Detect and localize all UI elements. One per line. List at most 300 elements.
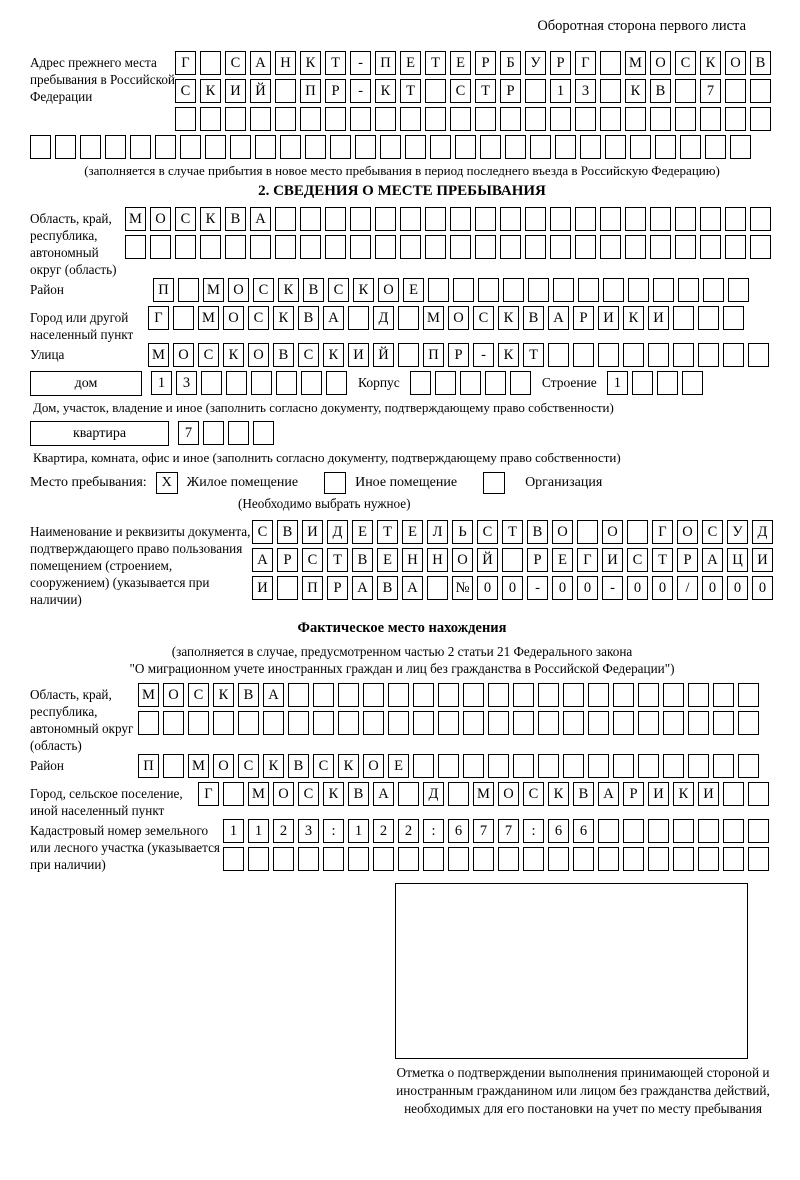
char-cell: П xyxy=(300,79,321,103)
char-cell: С xyxy=(298,782,319,806)
char-cell: М xyxy=(625,51,646,75)
char-cell xyxy=(363,683,384,707)
char-cell xyxy=(438,711,459,735)
char-cell: А xyxy=(548,306,569,330)
char-cell xyxy=(530,135,551,159)
char-cell xyxy=(175,107,196,131)
char-cell xyxy=(250,107,271,131)
char-cell: К xyxy=(353,278,374,302)
char-cell: К xyxy=(625,79,646,103)
char-cell xyxy=(700,235,721,259)
actual-location-title: Фактическое место нахождения xyxy=(297,620,507,636)
char-cell: К xyxy=(200,207,221,231)
char-cell xyxy=(598,847,619,871)
char-cell-row xyxy=(138,754,763,778)
char-cell xyxy=(323,847,344,871)
char-cell xyxy=(505,135,526,159)
option-residential-label: Жилое помещение xyxy=(186,475,299,490)
char-cell: А xyxy=(263,683,284,707)
cadastre-label: Кадастровый номер земельного или лесного участка (указывается при наличии) xyxy=(30,823,221,872)
char-cell: Л xyxy=(427,520,448,544)
char-cell: 1 xyxy=(248,819,269,843)
char-cell: П xyxy=(302,576,323,600)
char-cell xyxy=(738,711,759,735)
char-cell xyxy=(450,235,471,259)
char-cell: С xyxy=(477,520,498,544)
char-cell xyxy=(475,107,496,131)
char-cell xyxy=(301,371,322,395)
char-cell: 1 xyxy=(348,819,369,843)
char-cell xyxy=(503,278,524,302)
char-cell xyxy=(425,79,446,103)
region-rows xyxy=(125,207,775,263)
stay-type-row xyxy=(30,472,774,494)
char-cell: Т xyxy=(327,548,348,572)
stroenie-label: Строение xyxy=(541,375,597,390)
char-cell xyxy=(573,343,594,367)
char-cell xyxy=(276,371,297,395)
char-cell: О xyxy=(248,343,269,367)
house-row xyxy=(30,371,774,399)
actual-region-label: Область, край, республика, автономный округ (область) xyxy=(30,687,134,753)
char-cell xyxy=(423,847,444,871)
char-cell: К xyxy=(200,79,221,103)
char-cell xyxy=(680,135,701,159)
char-cell: М xyxy=(423,306,444,330)
char-cell xyxy=(675,79,696,103)
char-cell xyxy=(638,711,659,735)
char-cell xyxy=(375,207,396,231)
char-cell xyxy=(605,135,626,159)
char-cell xyxy=(513,683,534,707)
char-cell xyxy=(455,135,476,159)
char-cell xyxy=(330,135,351,159)
char-cell-row xyxy=(175,79,775,103)
char-cell xyxy=(163,711,184,735)
char-cell xyxy=(723,819,744,843)
char-cell xyxy=(688,683,709,707)
char-cell: О xyxy=(163,683,184,707)
char-cell: К xyxy=(323,782,344,806)
char-cell xyxy=(55,135,76,159)
char-cell xyxy=(450,107,471,131)
char-cell xyxy=(705,135,726,159)
char-cell: И xyxy=(698,782,719,806)
char-cell: Р xyxy=(448,343,469,367)
char-cell xyxy=(555,135,576,159)
char-cell: О xyxy=(378,278,399,302)
char-cell xyxy=(525,207,546,231)
char-cell xyxy=(713,711,734,735)
char-cell xyxy=(563,711,584,735)
char-cell xyxy=(105,135,126,159)
char-cell: С xyxy=(627,548,648,572)
char-cell-row xyxy=(223,819,773,843)
option-organization-label: Организация xyxy=(525,475,603,490)
char-cell: 0 xyxy=(627,576,648,600)
char-cell xyxy=(428,278,449,302)
char-cell xyxy=(435,371,456,395)
char-cell: А xyxy=(373,782,394,806)
char-cell xyxy=(228,421,249,445)
char-cell: К xyxy=(273,306,294,330)
char-cell: Н xyxy=(427,548,448,572)
page-side-note: Оборотная сторона первого листа xyxy=(537,18,746,34)
char-cell xyxy=(600,79,621,103)
char-cell xyxy=(213,711,234,735)
char-cell xyxy=(675,207,696,231)
char-cell: К xyxy=(323,343,344,367)
char-cell xyxy=(173,306,194,330)
char-cell: Г xyxy=(148,306,169,330)
char-cell: К xyxy=(338,754,359,778)
char-cell xyxy=(200,235,221,259)
char-cell: Е xyxy=(377,548,398,572)
char-cell xyxy=(632,371,653,395)
stamp-area xyxy=(395,883,748,1059)
char-cell: Й xyxy=(250,79,271,103)
char-cell xyxy=(525,235,546,259)
char-cell xyxy=(326,371,347,395)
char-cell: Р xyxy=(677,548,698,572)
char-cell: А xyxy=(598,782,619,806)
char-cell: 1 xyxy=(607,371,628,395)
char-cell xyxy=(550,207,571,231)
char-cell xyxy=(625,207,646,231)
char-cell xyxy=(430,135,451,159)
char-cell: С xyxy=(313,754,334,778)
char-cell xyxy=(548,847,569,871)
field-actual-region xyxy=(30,683,774,754)
char-cell xyxy=(305,135,326,159)
char-cell: Т xyxy=(425,51,446,75)
char-cell xyxy=(275,235,296,259)
char-cell xyxy=(225,235,246,259)
char-cell: 0 xyxy=(577,576,598,600)
char-cell: С xyxy=(702,520,723,544)
char-cell xyxy=(613,711,634,735)
char-cell xyxy=(598,343,619,367)
char-cell xyxy=(500,107,521,131)
stamp-caption: Отметка о подтверждении выполнения принимающей стороной и иностранным гражданином или лицом без гражданства действий, необходимых для его постановки на учет по месту пребывания xyxy=(396,1065,770,1116)
char-cell xyxy=(700,107,721,131)
actual-district-label: Район xyxy=(30,758,64,773)
char-cell xyxy=(698,306,719,330)
char-cell xyxy=(598,819,619,843)
char-cell xyxy=(438,754,459,778)
char-cell: 3 xyxy=(176,371,197,395)
char-cell xyxy=(653,278,674,302)
char-cell xyxy=(463,711,484,735)
char-cell: А xyxy=(250,51,271,75)
char-cell: 2 xyxy=(398,819,419,843)
char-cell: М xyxy=(203,278,224,302)
char-cell: 0 xyxy=(502,576,523,600)
char-cell xyxy=(713,754,734,778)
char-cell: Н xyxy=(275,51,296,75)
char-cell: 0 xyxy=(752,576,773,600)
char-cell xyxy=(288,683,309,707)
char-cell: Б xyxy=(500,51,521,75)
char-cell xyxy=(350,107,371,131)
char-cell xyxy=(725,107,746,131)
char-cell: П xyxy=(153,278,174,302)
char-cell xyxy=(225,107,246,131)
char-cell xyxy=(625,235,646,259)
char-cell-row xyxy=(178,421,278,445)
char-cell: А xyxy=(352,576,373,600)
char-cell xyxy=(750,235,771,259)
cadastre-rows xyxy=(223,819,773,875)
char-cell xyxy=(528,278,549,302)
char-cell xyxy=(348,306,369,330)
char-cell: К xyxy=(375,79,396,103)
char-cell: С xyxy=(238,754,259,778)
char-cell xyxy=(550,107,571,131)
char-cell: Е xyxy=(402,520,423,544)
char-cell: О xyxy=(273,782,294,806)
char-cell xyxy=(648,819,669,843)
char-cell xyxy=(300,207,321,231)
char-cell: С xyxy=(225,51,246,75)
char-cell: О xyxy=(498,782,519,806)
char-cell xyxy=(638,754,659,778)
char-cell xyxy=(478,278,499,302)
char-cell: О xyxy=(677,520,698,544)
char-cell xyxy=(300,107,321,131)
char-cell: А xyxy=(252,548,273,572)
char-cell: У xyxy=(525,51,546,75)
char-cell xyxy=(363,711,384,735)
char-cell: Р xyxy=(475,51,496,75)
char-cell xyxy=(673,343,694,367)
char-cell xyxy=(510,371,531,395)
char-cell xyxy=(425,235,446,259)
char-cell xyxy=(563,683,584,707)
char-cell xyxy=(273,847,294,871)
char-cell xyxy=(427,576,448,600)
char-cell xyxy=(655,135,676,159)
char-cell: Д xyxy=(327,520,348,544)
char-cell: С xyxy=(328,278,349,302)
char-cell: М xyxy=(188,754,209,778)
char-cell: Ь xyxy=(452,520,473,544)
char-cell: Р xyxy=(500,79,521,103)
char-cell: В xyxy=(352,548,373,572)
char-cell xyxy=(223,782,244,806)
char-cell xyxy=(200,51,221,75)
char-cell xyxy=(538,711,559,735)
char-cell: О xyxy=(363,754,384,778)
char-cell: - xyxy=(602,576,623,600)
char-cell: Т xyxy=(475,79,496,103)
char-cell: Д xyxy=(752,520,773,544)
char-cell: Р xyxy=(327,576,348,600)
char-cell xyxy=(600,107,621,131)
char-cell-row xyxy=(138,683,763,707)
char-cell xyxy=(548,343,569,367)
char-cell xyxy=(263,711,284,735)
char-cell xyxy=(750,207,771,231)
char-cell: И xyxy=(648,306,669,330)
char-cell xyxy=(180,135,201,159)
char-cell: К xyxy=(548,782,569,806)
char-cell xyxy=(538,754,559,778)
char-cell xyxy=(623,819,644,843)
char-cell xyxy=(725,207,746,231)
char-cell xyxy=(163,754,184,778)
char-cell xyxy=(175,235,196,259)
char-cell xyxy=(748,343,769,367)
char-cell xyxy=(675,107,696,131)
char-cell xyxy=(188,711,209,735)
char-cell xyxy=(398,782,419,806)
prev-address-label: Адрес прежнего места пребывания в Российской Федерации xyxy=(30,55,175,104)
char-cell: О xyxy=(552,520,573,544)
char-cell: 1 xyxy=(151,371,172,395)
char-cell-row xyxy=(607,371,707,395)
char-cell: Д xyxy=(423,782,444,806)
document-rows xyxy=(252,520,777,604)
char-cell xyxy=(425,207,446,231)
char-cell xyxy=(625,107,646,131)
char-cell: Ц xyxy=(727,548,748,572)
char-cell xyxy=(226,371,247,395)
char-cell xyxy=(682,371,703,395)
char-cell xyxy=(250,235,271,259)
char-cell: 1 xyxy=(223,819,244,843)
char-cell xyxy=(275,207,296,231)
char-cell xyxy=(448,847,469,871)
char-cell xyxy=(663,711,684,735)
char-cell xyxy=(728,278,749,302)
char-cell xyxy=(488,711,509,735)
char-cell xyxy=(400,235,421,259)
char-cell-row xyxy=(148,306,748,330)
district-label: Район xyxy=(30,282,64,297)
field-district xyxy=(30,278,774,306)
field-region xyxy=(30,207,774,278)
char-cell xyxy=(313,683,334,707)
field-street xyxy=(30,343,774,371)
char-cell: В xyxy=(225,207,246,231)
char-cell: - xyxy=(350,79,371,103)
char-cell xyxy=(725,79,746,103)
char-cell xyxy=(438,683,459,707)
char-cell xyxy=(205,135,226,159)
char-cell xyxy=(350,235,371,259)
char-cell xyxy=(525,107,546,131)
char-cell xyxy=(513,711,534,735)
char-cell: Р xyxy=(277,548,298,572)
char-cell xyxy=(463,683,484,707)
char-cell xyxy=(463,754,484,778)
stay-type-label: Место пребывания: xyxy=(30,475,147,490)
char-cell: М xyxy=(248,782,269,806)
char-cell xyxy=(663,683,684,707)
char-cell xyxy=(575,107,596,131)
char-cell-row xyxy=(151,371,351,395)
char-cell xyxy=(248,847,269,871)
option-other-premises-label: Иное помещение xyxy=(355,475,458,490)
char-cell: К xyxy=(300,51,321,75)
actual-location-note1: (заполняется в случае, предусмотренном частью 2 статьи 21 Федерального закона xyxy=(171,644,633,659)
char-cell xyxy=(485,371,506,395)
char-cell: С xyxy=(175,79,196,103)
char-cell xyxy=(723,343,744,367)
char-cell: / xyxy=(677,576,698,600)
char-cell: 0 xyxy=(652,576,673,600)
char-cell xyxy=(613,754,634,778)
char-cell: Г xyxy=(198,782,219,806)
checkbox-residential: X xyxy=(156,472,178,494)
char-cell: М xyxy=(198,306,219,330)
char-cell: О xyxy=(452,548,473,572)
char-cell xyxy=(600,207,621,231)
char-cell xyxy=(588,754,609,778)
char-cell xyxy=(750,79,771,103)
char-cell: К xyxy=(278,278,299,302)
char-cell xyxy=(473,847,494,871)
char-cell xyxy=(375,107,396,131)
char-cell-row xyxy=(223,847,773,871)
char-cell xyxy=(588,683,609,707)
char-cell: Е xyxy=(400,51,421,75)
char-cell xyxy=(538,683,559,707)
char-cell: С xyxy=(675,51,696,75)
char-cell xyxy=(223,847,244,871)
char-cell: Й xyxy=(477,548,498,572)
char-cell xyxy=(723,306,744,330)
char-cell: Е xyxy=(403,278,424,302)
char-cell xyxy=(573,847,594,871)
char-cell: И xyxy=(602,548,623,572)
char-cell: О xyxy=(228,278,249,302)
char-cell: И xyxy=(752,548,773,572)
char-cell: И xyxy=(302,520,323,544)
char-cell xyxy=(253,421,274,445)
char-cell xyxy=(502,548,523,572)
char-cell: 7 xyxy=(178,421,199,445)
char-cell: И xyxy=(348,343,369,367)
char-cell: И xyxy=(648,782,669,806)
char-cell: А xyxy=(702,548,723,572)
char-cell xyxy=(675,235,696,259)
char-cell-row xyxy=(148,343,773,367)
char-cell xyxy=(130,135,151,159)
char-cell: Е xyxy=(388,754,409,778)
char-cell: В xyxy=(348,782,369,806)
char-cell: М xyxy=(148,343,169,367)
char-cell xyxy=(700,207,721,231)
stay-type-note: (Необходимо выбрать нужное) xyxy=(238,496,411,511)
char-cell: К xyxy=(498,306,519,330)
char-cell xyxy=(313,711,334,735)
char-cell: В xyxy=(238,683,259,707)
char-cell xyxy=(730,135,751,159)
char-cell xyxy=(600,235,621,259)
char-cell: В xyxy=(377,576,398,600)
char-cell: 7 xyxy=(498,819,519,843)
char-cell xyxy=(238,711,259,735)
char-cell xyxy=(398,847,419,871)
char-cell: Р xyxy=(550,51,571,75)
char-cell xyxy=(648,847,669,871)
char-cell: Е xyxy=(352,520,373,544)
char-cell xyxy=(550,235,571,259)
char-cell-row xyxy=(252,576,777,600)
char-cell: О xyxy=(150,207,171,231)
